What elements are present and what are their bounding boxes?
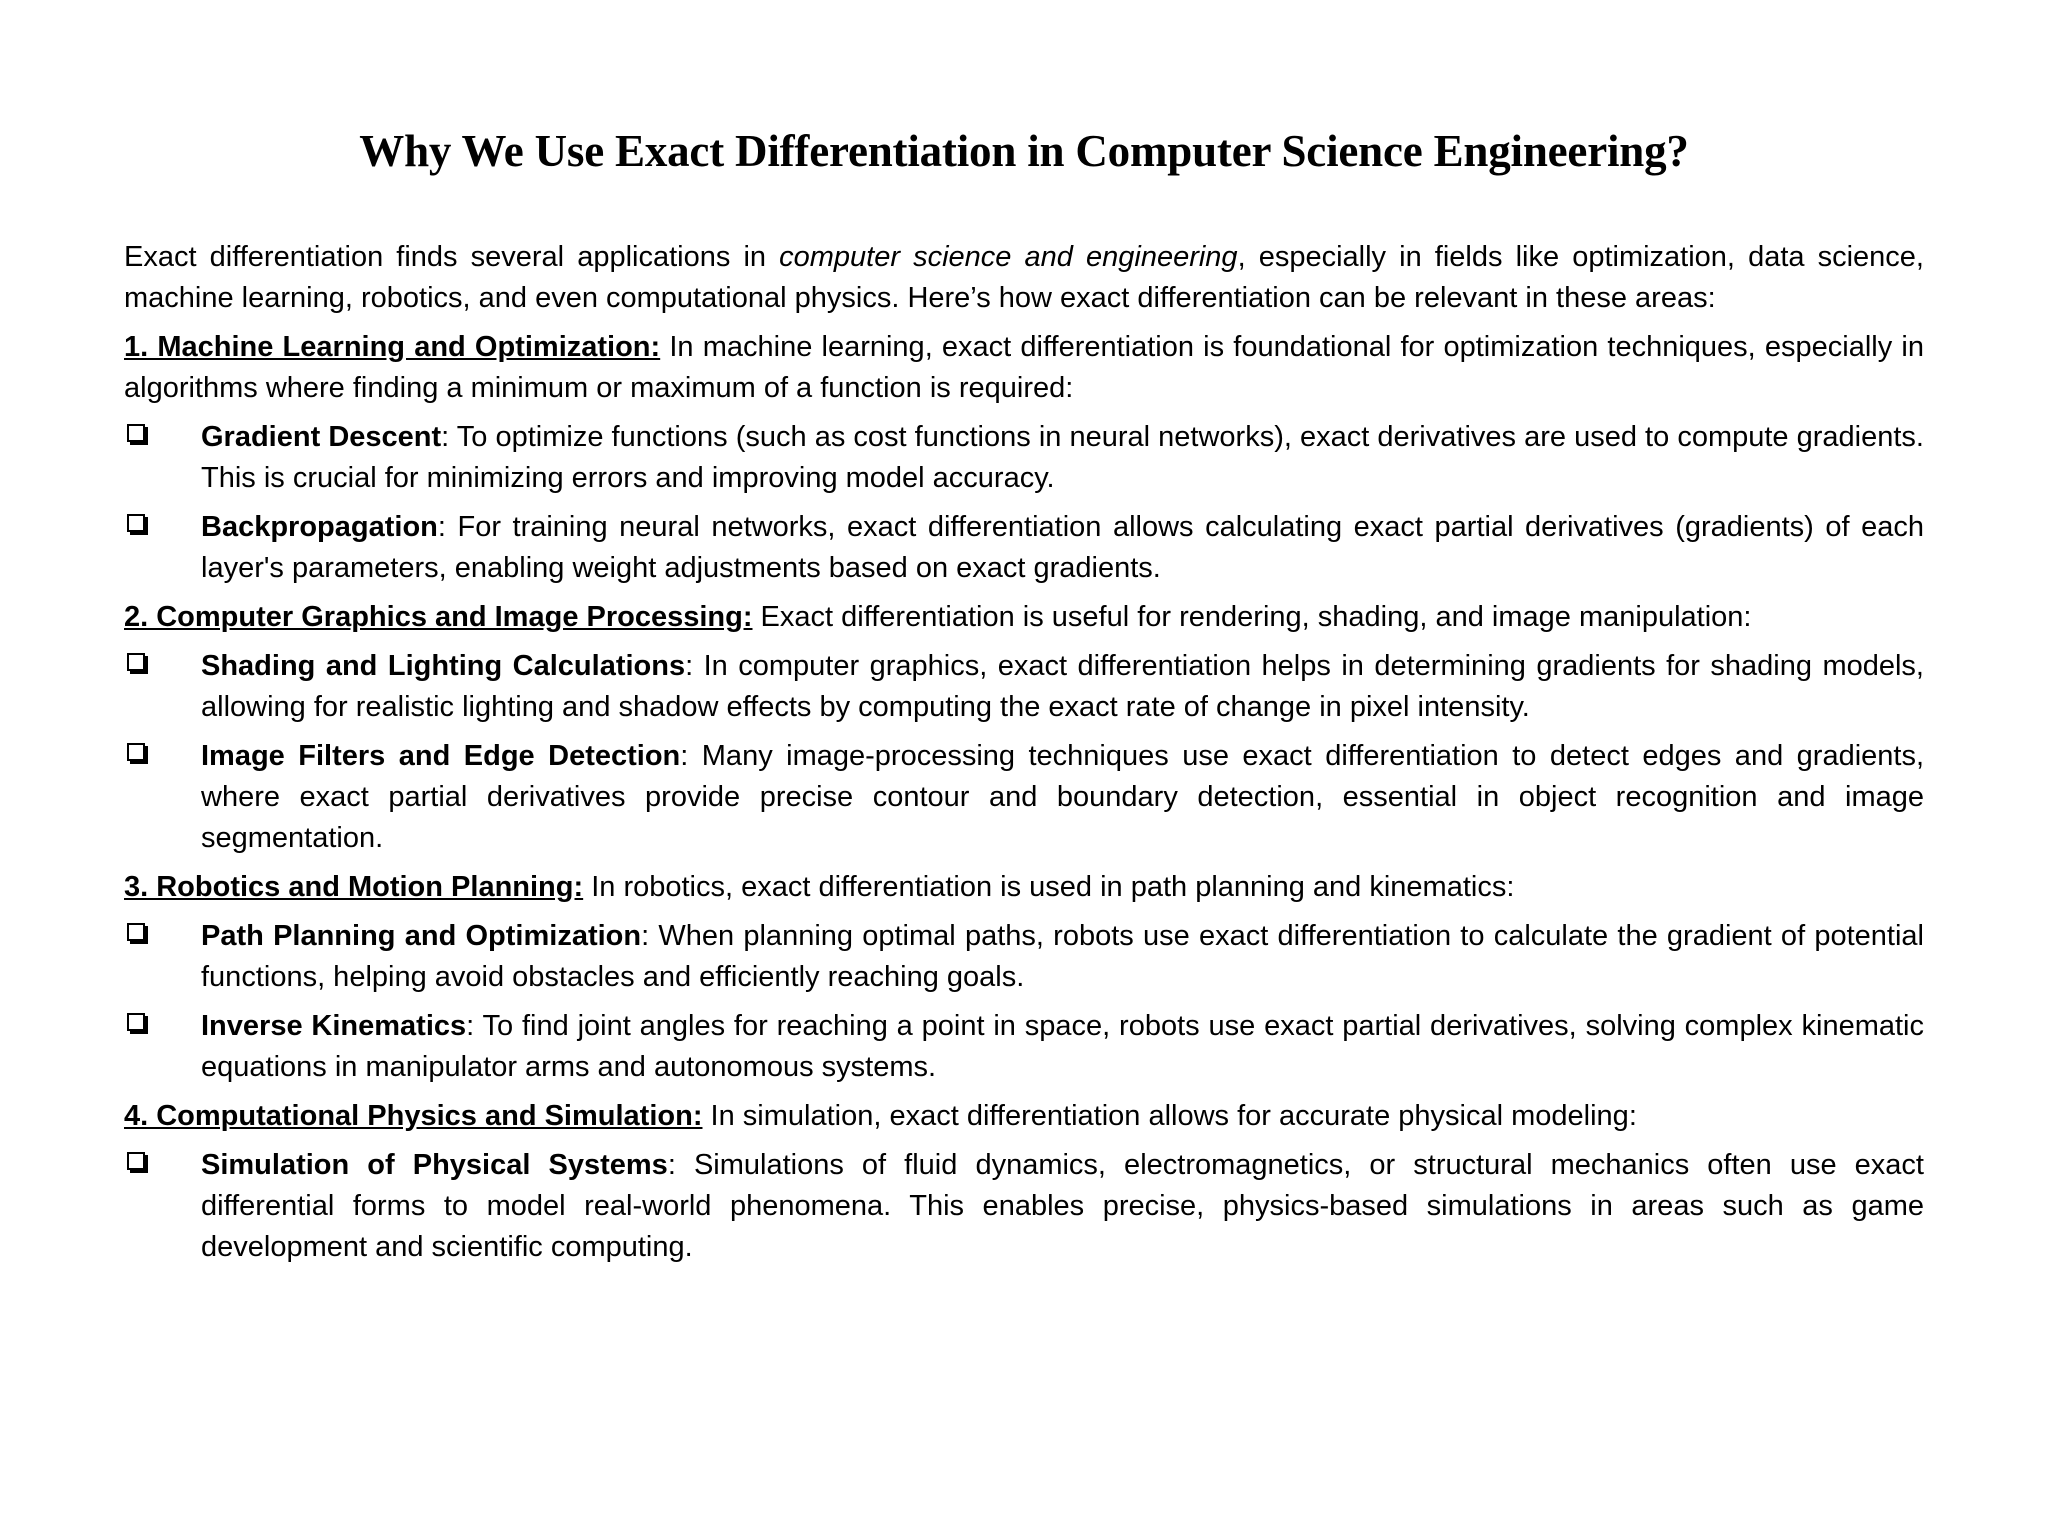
bullet-term: Shading and Lighting Calculations: [201, 650, 686, 682]
checkbox-bullet-icon: [127, 923, 145, 941]
bullet-text: : To optimize functions (such as cost functions in neural networks), exact derivatives are used to compute gradients. This is crucial for minimizing errors and improving model accuracy.: [201, 421, 1924, 494]
bullet-term: Image Filters and Edge Detection: [201, 740, 681, 772]
checkbox-bullet-icon: [127, 653, 145, 671]
section-heading: 1. Machine Learning and Optimization:: [124, 331, 661, 363]
bullet-term: Path Planning and Optimization: [201, 920, 642, 952]
bullet-item-shading-lighting: [124, 646, 1924, 728]
section-heading: 2. Computer Graphics and Image Processing:: [124, 601, 753, 633]
checkbox-bullet-icon: [127, 1152, 145, 1170]
bullet-item-image-filters: [124, 736, 1924, 859]
checkbox-bullet-icon: [127, 514, 145, 532]
bullet-item-inverse-kinematics: [124, 1006, 1924, 1088]
section-heading: 4. Computational Physics and Simulation:: [124, 1100, 703, 1132]
bullet-term: Simulation of Physical Systems: [201, 1149, 668, 1181]
bullet-term: Gradient Descent: [201, 421, 442, 453]
section-heading: 3. Robotics and Motion Planning:: [124, 871, 584, 903]
bullet-text: : For training neural networks, exact differentiation allows calculating exact partial derivatives (gradients) of each layer's parameters, enabling weight adjustments based on exact gradients.: [201, 511, 1924, 584]
bullet-text: : In computer graphics, exact differentiation helps in determining gradients for shading models, allowing for realistic lighting and shadow effects by computing the exact rate of change in pixel intensity.: [201, 650, 1924, 723]
page-title: Why We Use Exact Differentiation in Computer Science Engineering?: [359, 126, 1689, 176]
intro-text-end: , especially in fields like optimization, data science, machine learning, robotics, and even computational physics. Here’s how exact differentiation can be relevant in these areas:: [124, 241, 1924, 314]
section-text: In robotics, exact differentiation is used in path planning and kinematics:: [583, 871, 1515, 903]
bullet-term: Backpropagation: [201, 511, 438, 543]
section-robotics: [124, 867, 1924, 908]
bullet-item-gradient-descent: [124, 417, 1924, 499]
bullet-text: : When planning optimal paths, robots use exact differentiation to calculate the gradient of potential functions, helping avoid obstacles and efficiently reaching goals.: [201, 920, 1924, 993]
bullet-item-backpropagation: [124, 507, 1924, 589]
bullet-text: : Many image-processing techniques use exact differentiation to detect edges and gradients, where exact partial derivatives provide precise contour and boundary detection, essential in object recognition and image segmentation.: [201, 740, 1925, 854]
section-computer-graphics: [124, 597, 1924, 638]
bullet-text: : To find joint angles for reaching a point in space, robots use exact partial derivatives, solving complex kinematic equations in manipulator arms and autonomous systems.: [201, 1010, 1924, 1083]
checkbox-bullet-icon: [127, 1013, 145, 1031]
checkbox-bullet-icon: [127, 743, 145, 761]
section-text: In simulation, exact differentiation allows for accurate physical modeling:: [702, 1100, 1637, 1132]
section-text: Exact differentiation is useful for rendering, shading, and image manipulation:: [752, 601, 1752, 633]
bullet-item-path-planning: [124, 916, 1924, 998]
intro-text-start: Exact differentiation finds several applications in: [124, 241, 780, 273]
intro-emphasis: computer science and engineering: [779, 241, 1238, 273]
bullet-item-simulation: [124, 1145, 1924, 1268]
intro-paragraph: [124, 237, 1924, 319]
checkbox-bullet-icon: [127, 424, 145, 442]
bullet-term: Inverse Kinematics: [201, 1010, 467, 1042]
section-machine-learning: [124, 327, 1924, 409]
section-computational-physics: [124, 1096, 1924, 1137]
section-text: In machine learning, exact differentiation is foundational for optimization techniques, especially in algorithms where finding a minimum or maximum of a function is required:: [124, 331, 1924, 404]
bullet-text: : Simulations of fluid dynamics, electromagnetics, or structural mechanics often use exact differential forms to model real-world phenomena. This enables precise, physics-based simulations in areas such as game development and scientific computing.: [201, 1149, 1924, 1263]
